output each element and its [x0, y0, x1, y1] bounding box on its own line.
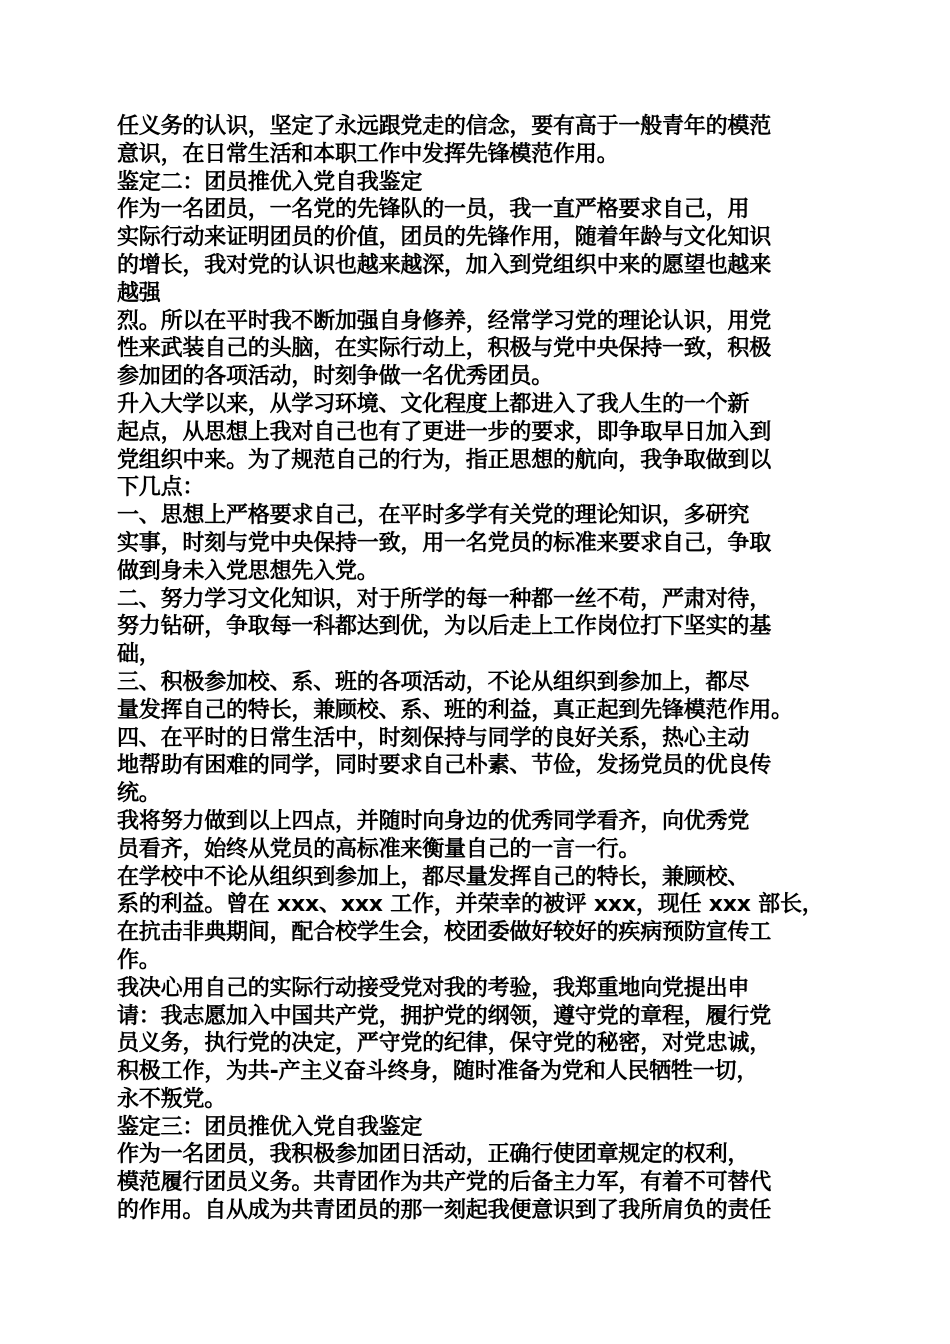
document-body	[117, 113, 847, 1225]
text-line: 作为一名团员，我积极参加团日活动，正确行使团章规定的权利，	[117, 1142, 750, 1168]
text-line: 起点，从思想上我对自己也有了更进一步的要求，即争取早日加入到	[117, 419, 772, 445]
text-line: 作。	[117, 947, 161, 973]
text-line: 意识，在日常生活和本职工作中发挥先锋模范作用。	[117, 141, 619, 167]
text-line: 四、在平时的日常生活中，时刻保持与同学的良好关系，热心主动	[117, 725, 750, 751]
text-line: 参加团的各项活动，时刻争做一名优秀团员。	[117, 364, 554, 390]
text-line: 任义务的认识，坚定了永远跟党走的信念，要有高于一般青年的模范	[117, 114, 772, 139]
text-line: 实际行动来证明团员的价值，团员的先锋作用，随着年龄与文化知识	[117, 225, 772, 251]
text-line: 做到身未入党思想先入党。	[117, 558, 379, 584]
text-line: 作为一名团员，一名党的先锋队的一员，我一直严格要求自己，用	[117, 197, 750, 223]
text-line: 员看齐，始终从党员的高标准来衡量自己的一言一行。	[117, 836, 641, 862]
text-line: 员义务，执行党的决定，严守党的纪律，保守党的秘密，对党忠诚，	[117, 1031, 772, 1057]
text-line: 在抗击非典期间，配合校学生会，校团委做好较好的疾病预防宣传工	[117, 920, 772, 946]
text-line: 的增长，我对党的认识也越来越深，加入到党组织中来的愿望也越来	[117, 252, 772, 278]
text-line: 烈。所以在平时我不断加强自身修养，经常学习党的理论认识，用党	[117, 308, 772, 334]
text-line: 升入大学以来，从学习环境、文化程度上都进入了我人生的一个新	[117, 391, 750, 417]
text-line: 的作用。自从成为共青团员的那一刻起我便意识到了我所肩负的责任	[117, 1198, 772, 1224]
text-line: 一、思想上严格要求自己，在平时多学有关党的理论知识，多研究	[117, 503, 750, 529]
text-line: 努力钻研，争取每一科都达到优，为以后走上工作岗位打下坚实的基	[117, 614, 772, 640]
text-line: 性来武装自己的头脑，在实际行动上，积极与党中央保持一致，积极	[117, 336, 772, 362]
text-line: 系的利益。曾在 xxx、xxx 工作，并荣幸的被评 xxx，现任 xxx 部长，	[117, 892, 824, 918]
section-heading: 鉴定二：团员推优入党自我鉴定	[117, 169, 423, 195]
text-line: 党组织中来。为了规范自己的行为，指正思想的航向，我争取做到以	[117, 447, 772, 473]
text-line: 下几点：	[117, 475, 205, 501]
text-line: 永不叛党。	[117, 1086, 227, 1112]
text-line: 我将努力做到以上四点，并随时向身边的优秀同学看齐，向优秀党	[117, 808, 750, 834]
text-line: 积极工作，为共-产主义奋斗终身，随时准备为党和人民牺牲一切，	[117, 1059, 759, 1085]
text-line: 请：我志愿加入中国共产党，拥护党的纲领，遵守党的章程，履行党	[117, 1003, 772, 1029]
text-line: 二、努力学习文化知识，对于所学的每一种都一丝不苟，严肃对待，	[117, 586, 772, 612]
section-heading: 鉴定三：团员推优入党自我鉴定	[117, 1114, 423, 1140]
text-line: 三、积极参加校、系、班的各项活动，不论从组织到参加上，都尽	[117, 669, 750, 695]
text-line: 我决心用自己的实际行动接受党对我的考验，我郑重地向党提出申	[117, 975, 750, 1001]
text-line: 越强	[117, 280, 161, 306]
text-line: 模范履行团员义务。共青团作为共产党的后备主力军，有着不可替代	[117, 1170, 772, 1196]
text-line: 统。	[117, 781, 161, 807]
text-line: 在学校中不论从组织到参加上，都尽量发挥自己的特长，兼顾校、	[117, 864, 750, 890]
text-line: 地帮助有困难的同学，同时要求自己朴素、节俭，发扬党员的优良传	[117, 753, 772, 779]
text-line: 实事，时刻与党中央保持一致，用一名党员的标准来要求自己，争取	[117, 530, 772, 556]
text-line: 量发挥自己的特长，兼顾校、系、班的利益，真正起到先锋模范作用。	[117, 697, 793, 723]
text-line: 础，	[117, 642, 161, 668]
